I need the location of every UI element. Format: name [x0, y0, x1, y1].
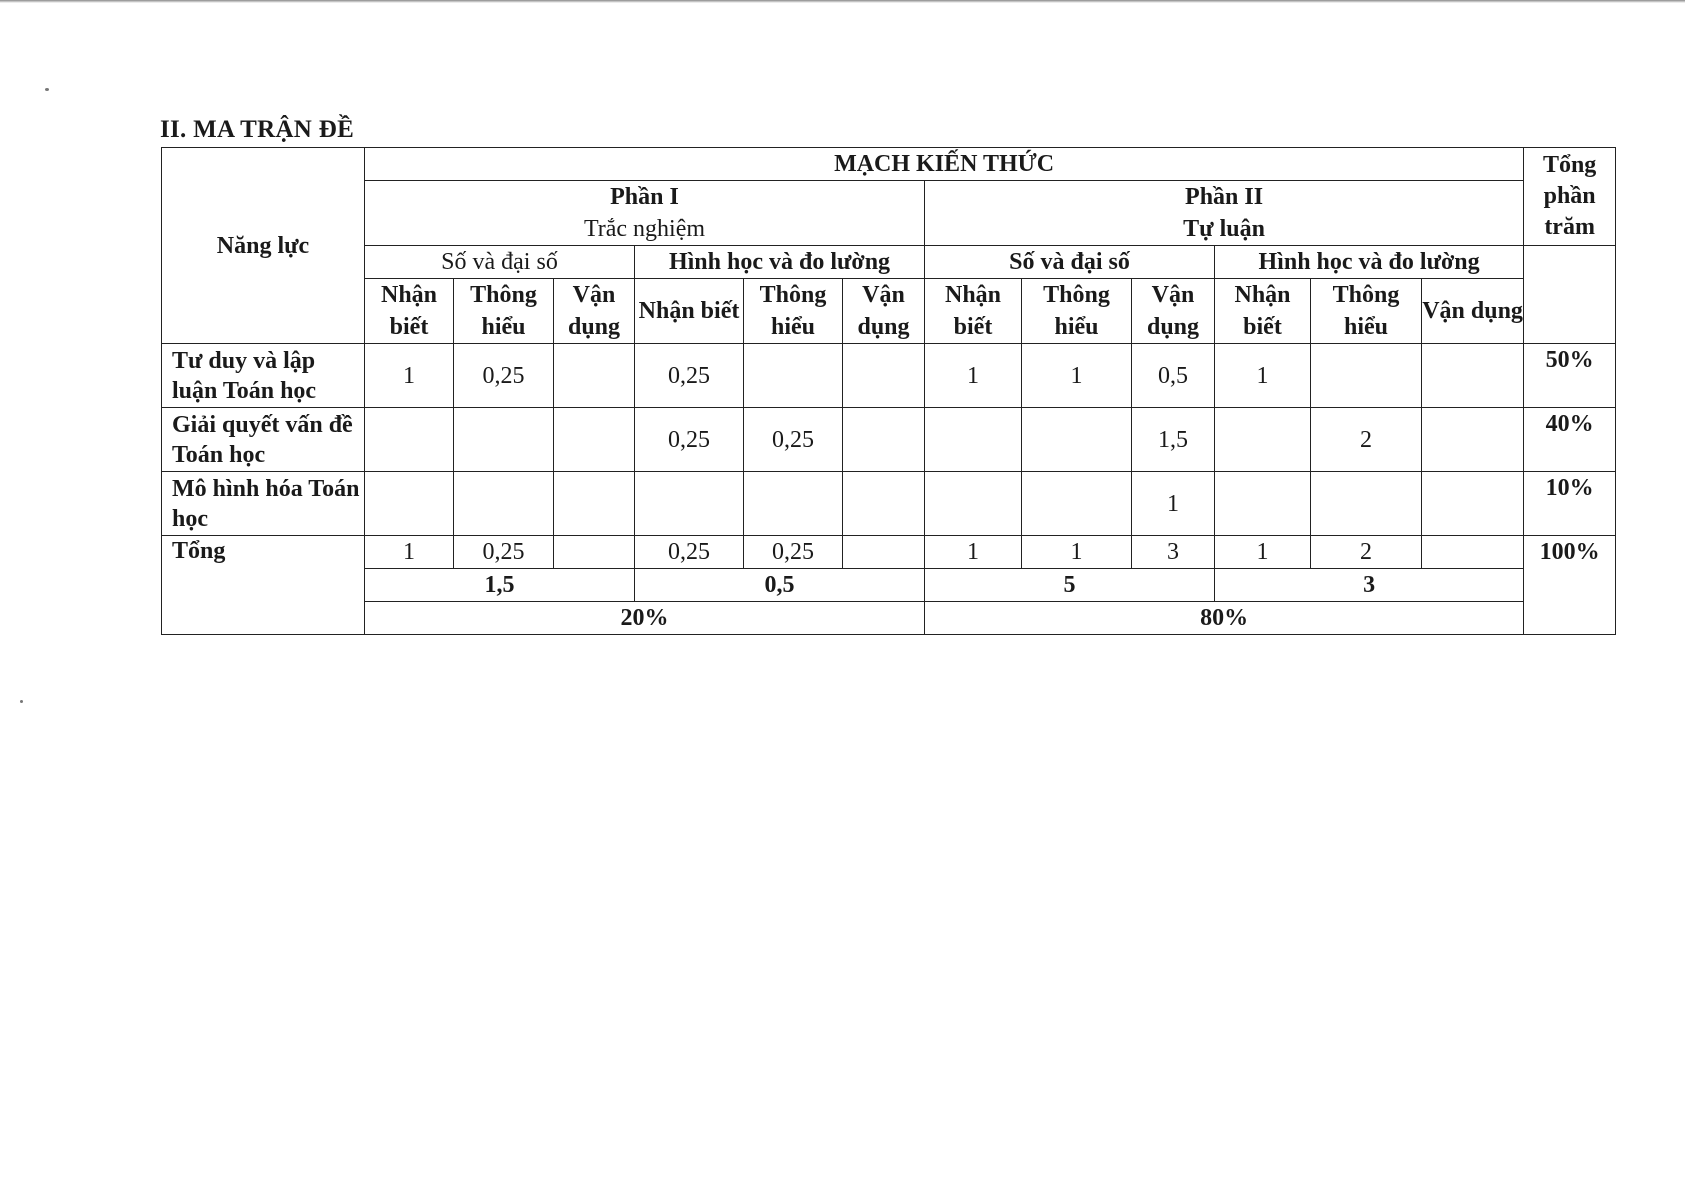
row-percent: 10% — [1524, 472, 1616, 536]
phan-1-title: Phần I — [610, 184, 679, 210]
table-cell — [843, 408, 925, 472]
header-hinh-hoc: Hình học và đo lường — [1215, 246, 1524, 279]
part-percent: 20% — [365, 602, 925, 635]
header-phan-2 — [925, 181, 1524, 246]
table-cell: 0,25 — [744, 408, 843, 472]
header-nhan-biet: Nhận biết — [1215, 279, 1311, 344]
total-cell: 1 — [1215, 536, 1311, 569]
part-percent-row — [162, 602, 1616, 635]
header-phan-1 — [365, 181, 925, 246]
header-nang-luc: Năng lực — [162, 148, 365, 344]
header-nhan-biet: Nhận biết — [635, 279, 744, 344]
table-cell — [1311, 472, 1422, 536]
table-cell — [365, 472, 454, 536]
group-sum: 5 — [925, 569, 1215, 602]
header-van-dung: Vận dụng — [1422, 279, 1524, 344]
table-cell — [1022, 408, 1132, 472]
group-sum: 3 — [1215, 569, 1524, 602]
table-cell: 0,25 — [635, 344, 744, 408]
table-cell — [843, 472, 925, 536]
header-van-dung: Vận dụng — [554, 279, 635, 344]
total-cell: 1 — [365, 536, 454, 569]
header-thong-hieu: Thông hiểu — [744, 279, 843, 344]
phan-1-subtitle: Trắc nghiệm — [583, 216, 706, 242]
header-tong-phan-tram: Tổng phần trăm — [1524, 148, 1616, 246]
total-cell: 1 — [1022, 536, 1132, 569]
table-cell: 1,5 — [1132, 408, 1215, 472]
group-sum: 1,5 — [365, 569, 635, 602]
table-cell — [635, 472, 744, 536]
header-so-dai-so: Số và đại số — [925, 246, 1215, 279]
table-cell: 1 — [365, 344, 454, 408]
header-thong-hieu: Thông hiểu — [1022, 279, 1132, 344]
test-matrix-table — [161, 147, 1616, 635]
total-percent: 100% — [1524, 536, 1616, 635]
header-so-dai-so: Số và đại số — [365, 246, 635, 279]
table-cell: 0,5 — [1132, 344, 1215, 408]
row-percent: 40% — [1524, 408, 1616, 472]
table-cell — [843, 344, 925, 408]
total-cell: 1 — [925, 536, 1022, 569]
table-cell — [454, 472, 554, 536]
total-cell — [554, 536, 635, 569]
row-label: Mô hình hóa Toán học — [162, 472, 365, 536]
table-cell: 2 — [1311, 408, 1422, 472]
table-cell — [554, 344, 635, 408]
group-sum-row — [162, 569, 1616, 602]
header-van-dung: Vận dụng — [843, 279, 925, 344]
scan-speck — [20, 700, 23, 703]
header-van-dung: Vận dụng — [1132, 279, 1215, 344]
table-cell — [554, 408, 635, 472]
table-cell — [365, 408, 454, 472]
phan-2-title: Phần II — [1185, 184, 1264, 210]
total-cell: 2 — [1311, 536, 1422, 569]
table-cell — [454, 408, 554, 472]
table-cell — [744, 344, 843, 408]
table-cell — [1215, 408, 1311, 472]
header-thong-hieu: Thông hiểu — [454, 279, 554, 344]
header-nhan-biet: Nhận biết — [365, 279, 454, 344]
table-row — [162, 344, 1616, 408]
table-row — [162, 472, 1616, 536]
table-cell — [1311, 344, 1422, 408]
table-cell — [744, 472, 843, 536]
table-cell: 0,25 — [454, 344, 554, 408]
table-cell — [925, 408, 1022, 472]
row-label: Giải quyết vấn đề Toán học — [162, 408, 365, 472]
scan-speck — [45, 88, 49, 91]
table-row — [162, 408, 1616, 472]
scan-edge — [0, 0, 1685, 3]
group-sum: 0,5 — [635, 569, 925, 602]
total-cell: 3 — [1132, 536, 1215, 569]
table-cell: 1 — [1132, 472, 1215, 536]
header-percent-blank — [1524, 246, 1616, 344]
table-cell — [1422, 408, 1524, 472]
total-cell — [1422, 536, 1524, 569]
header-hinh-hoc: Hình học và đo lường — [635, 246, 925, 279]
table-cell — [1422, 344, 1524, 408]
table-cell: 0,25 — [635, 408, 744, 472]
total-cell — [843, 536, 925, 569]
table-cell — [925, 472, 1022, 536]
header-nhan-biet: Nhận biết — [925, 279, 1022, 344]
table-cell — [554, 472, 635, 536]
total-cell: 0,25 — [454, 536, 554, 569]
total-cell: 0,25 — [635, 536, 744, 569]
phan-2-subtitle: Tự luận — [1183, 216, 1265, 242]
header-mach-kien-thuc: MẠCH KIẾN THỨC — [365, 148, 1524, 181]
table-cell — [1022, 472, 1132, 536]
section-title: II. MA TRẬN ĐỀ — [160, 116, 355, 143]
table-cell — [1215, 472, 1311, 536]
row-label: Tư duy và lập luận Toán học — [162, 344, 365, 408]
part-percent: 80% — [925, 602, 1524, 635]
row-percent: 50% — [1524, 344, 1616, 408]
table-cell: 1 — [1022, 344, 1132, 408]
total-label: Tổng — [162, 536, 365, 635]
total-cell: 0,25 — [744, 536, 843, 569]
table-cell — [1422, 472, 1524, 536]
header-thong-hieu: Thông hiểu — [1311, 279, 1422, 344]
table-cell: 1 — [925, 344, 1022, 408]
table-cell: 1 — [1215, 344, 1311, 408]
total-row — [162, 536, 1616, 569]
